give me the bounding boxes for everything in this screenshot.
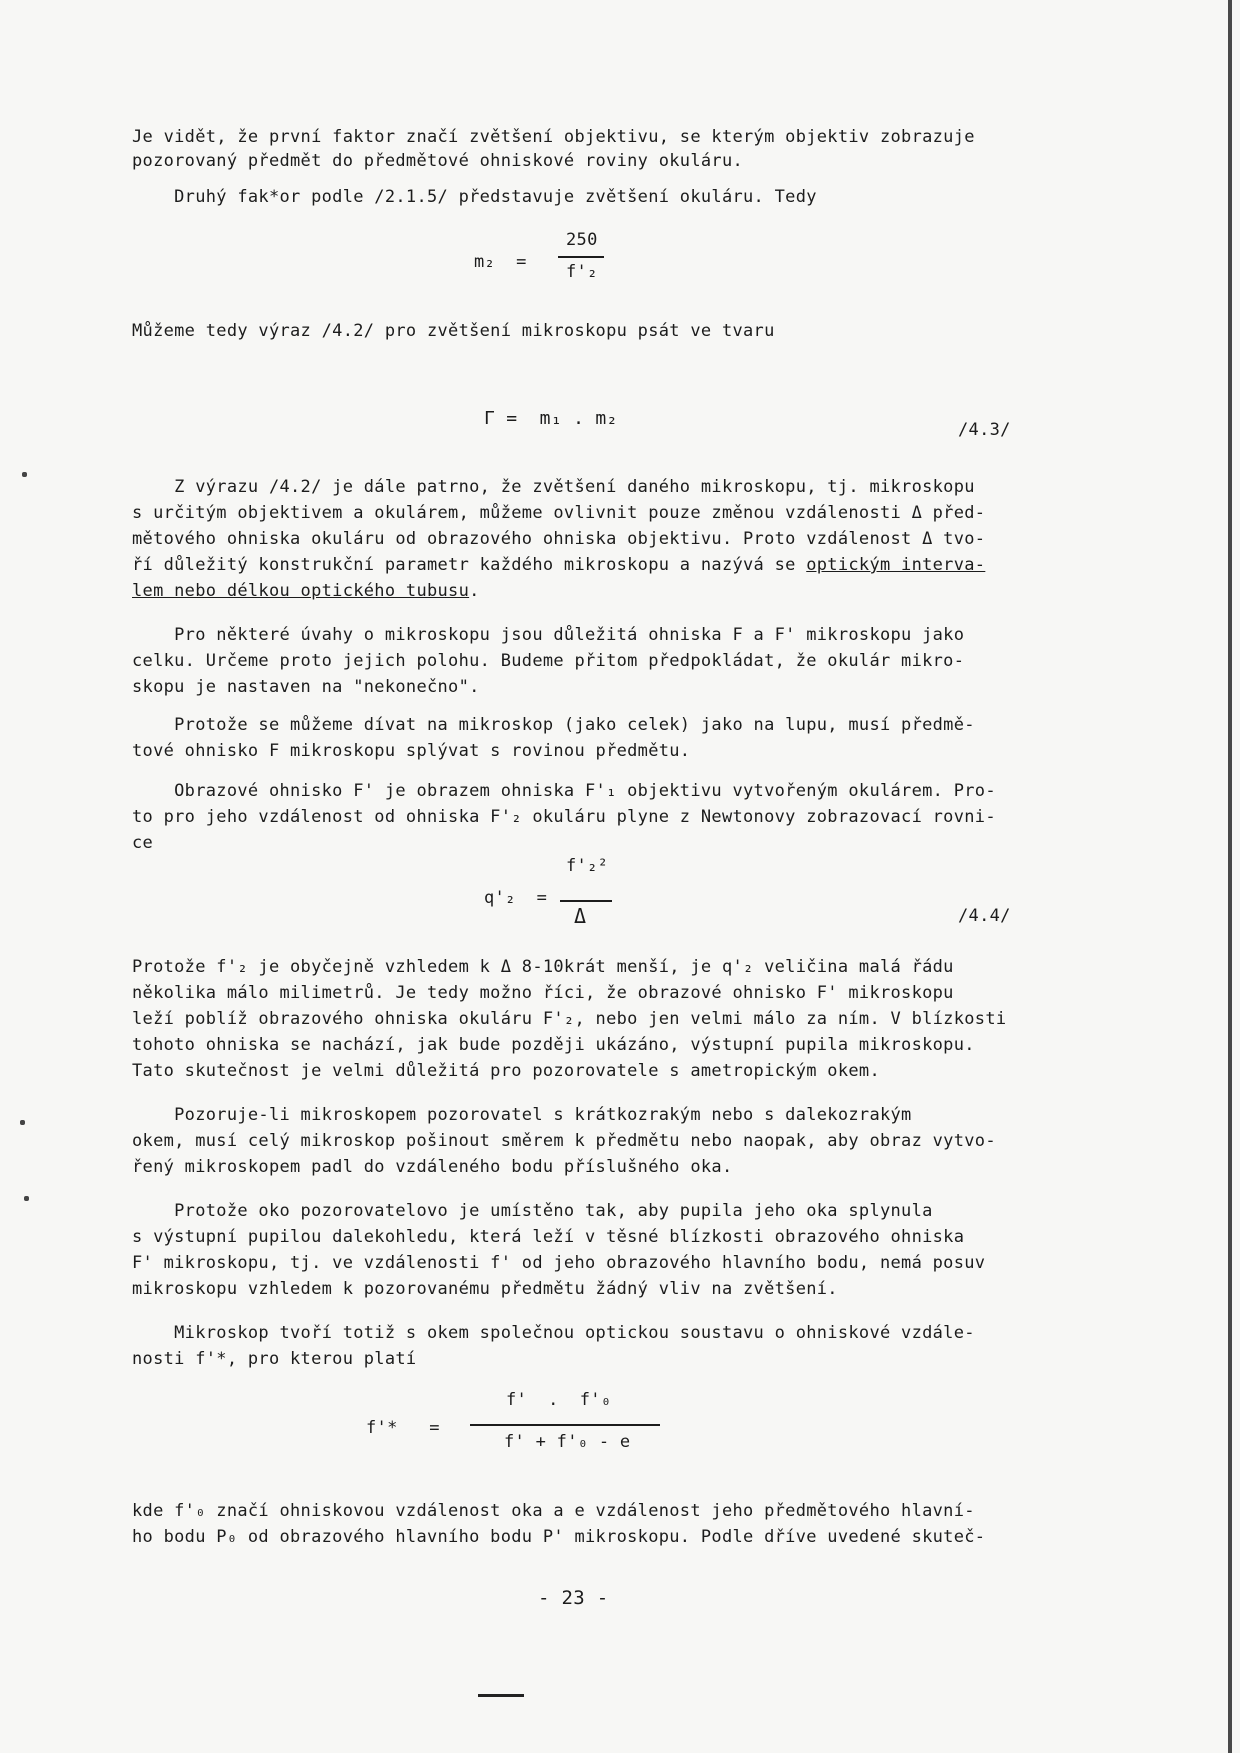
- equation-fstar-numerator: f' . f'₀: [506, 1390, 612, 1410]
- text-line: tové ohnisko F mikroskopu splývat s rovinou předmětu.: [132, 741, 691, 761]
- text-segment: ří důležitý konstrukční parametr každého mikroskopu a nazývá se: [132, 555, 807, 575]
- fraction-bar: [470, 1424, 660, 1426]
- equation-m2-lhs: m₂ =: [474, 252, 527, 272]
- text-line: řený mikroskopem padl do vzdáleného bodu příslušného oka.: [132, 1157, 733, 1177]
- text-line: Mikroskop tvoří totiž s okem společnou optickou soustavu o ohniskové vzdále-: [132, 1323, 975, 1343]
- equation-number: /4.4/: [958, 906, 1011, 926]
- text-line: celku. Určeme proto jejich polohu. Budeme přitom předpokládat, že okulár mikro-: [132, 651, 965, 671]
- text-line: s výstupní pupilou dalekohledu, která leží v těsné blízkosti obrazového ohniska: [132, 1227, 965, 1247]
- equation-number: /4.3/: [958, 420, 1011, 440]
- text-line: leží poblíž obrazového ohniska okuláru F'₂, nebo jen velmi málo za ním. V blízkosti: [132, 1009, 1007, 1029]
- page-edge-shadow: [1228, 0, 1232, 1753]
- equation-m2-numerator: 250: [566, 230, 598, 250]
- text-line: ho bodu P₀ od obrazového hlavního bodu P' mikroskopu. Podle dříve uvedené skuteč-: [132, 1527, 986, 1547]
- text-line: kde f'₀ značí ohniskovou vzdálenost oka a e vzdálenost jeho předmětového hlavní-: [132, 1501, 975, 1521]
- text-line: s určitým objektivem a okulárem, můžeme ovlivnit pouze změnou vzdálenosti Δ před-: [132, 503, 986, 523]
- scan-speck: [22, 472, 27, 477]
- text-line: Obrazové ohnisko F' je obrazem ohniska F'₁ objektivu vytvořeným okulárem. Pro-: [132, 781, 996, 801]
- text-line: Pro některé úvahy o mikroskopu jsou důležitá ohniska F a F' mikroskopu jako: [132, 625, 965, 645]
- page-number: - 23 -: [538, 1587, 609, 1609]
- text-line: pozorovaný předmět do předmětové ohniskové roviny okuláru.: [132, 151, 744, 171]
- text-line: několika málo milimetrů. Je tedy možno říci, že obrazové ohnisko F' mikroskopu: [132, 983, 954, 1003]
- text-line: mikroskopu vzhledem k pozorovanému předmětu žádný vliv na zvětšení.: [132, 1279, 838, 1299]
- text-line: Pozoruje-li mikroskopem pozorovatel s krátkozrakým nebo s dalekozrakým: [132, 1105, 912, 1125]
- text-line: Protože oko pozorovatelovo je umístěno tak, aby pupila jeho oka splynula: [132, 1201, 933, 1221]
- scan-mark: [478, 1694, 524, 1697]
- fraction-bar: [560, 900, 612, 902]
- text-line: F' mikroskopu, tj. ve vzdálenosti f' od jeho obrazového hlavního bodu, nemá posuv: [132, 1253, 986, 1273]
- equation-q2-numerator: f'₂²: [566, 856, 609, 876]
- text-line: Je vidět, že první faktor značí zvětšení objektivu, se kterým objektiv zobrazuje: [132, 127, 975, 147]
- text-line: [132, 554, 985, 576]
- text-line: Druhý fak*or podle /2.1.5/ představuje zvětšení okuláru. Tedy: [132, 187, 817, 207]
- scan-speck: [24, 1196, 29, 1201]
- equation-fstar-denominator: f' + f'₀ - e: [504, 1432, 631, 1452]
- text-line: mětového ohniska okuláru od obrazového ohniska objektivu. Proto vzdálenost Δ tvo-: [132, 529, 986, 549]
- text-line: okem, musí celý mikroskop pošinout směrem k předmětu nebo naopak, aby obraz vytvo-: [132, 1131, 996, 1151]
- equation-q2-denominator: Δ: [574, 904, 587, 928]
- text-line: Z výrazu /4.2/ je dále patrno, že zvětšení daného mikroskopu, tj. mikroskopu: [132, 477, 975, 497]
- text-line: Protože se můžeme dívat na mikroskop (jako celek) jako na lupu, musí předmě-: [132, 715, 975, 735]
- text-line: nosti f'*, pro kterou platí: [132, 1349, 417, 1369]
- term-optical-interval: optickým interva-: [806, 555, 986, 575]
- text-line: skopu je nastaven na "nekonečno".: [132, 677, 480, 697]
- text-line: ce: [132, 833, 154, 853]
- fraction-bar: [558, 256, 604, 258]
- text-line: lem nebo délkou optického tubusu.: [132, 581, 480, 601]
- text-line: Protože f'₂ je obyčejně vzhledem k Δ 8-10krát menší, je q'₂ veličina malá řádu: [132, 957, 954, 977]
- equation-q2-lhs: q'₂ =: [484, 888, 548, 908]
- term-optical-tube-length: lem nebo délkou optického tubusu: [132, 581, 470, 601]
- text-line: tohoto ohniska se nachází, jak bude později ukázáno, výstupní pupila mikroskopu.: [132, 1035, 975, 1055]
- text-line: to pro jeho vzdálenost od ohniska F'₂ okuláru plyne z Newtonovy zobrazovací rovni-: [132, 807, 996, 827]
- text-line: Tato skutečnost je velmi důležitá pro pozorovatele s ametropickým okem.: [132, 1061, 880, 1081]
- equation-gamma: Γ = m₁ . m₂: [484, 408, 618, 429]
- scan-speck: [20, 1120, 25, 1125]
- equation-fstar-lhs: f'* =: [366, 1418, 440, 1438]
- text-line: Můžeme tedy výraz /4.2/ pro zvětšení mikroskopu psát ve tvaru: [132, 321, 775, 341]
- equation-m2-denominator: f'₂: [566, 262, 598, 282]
